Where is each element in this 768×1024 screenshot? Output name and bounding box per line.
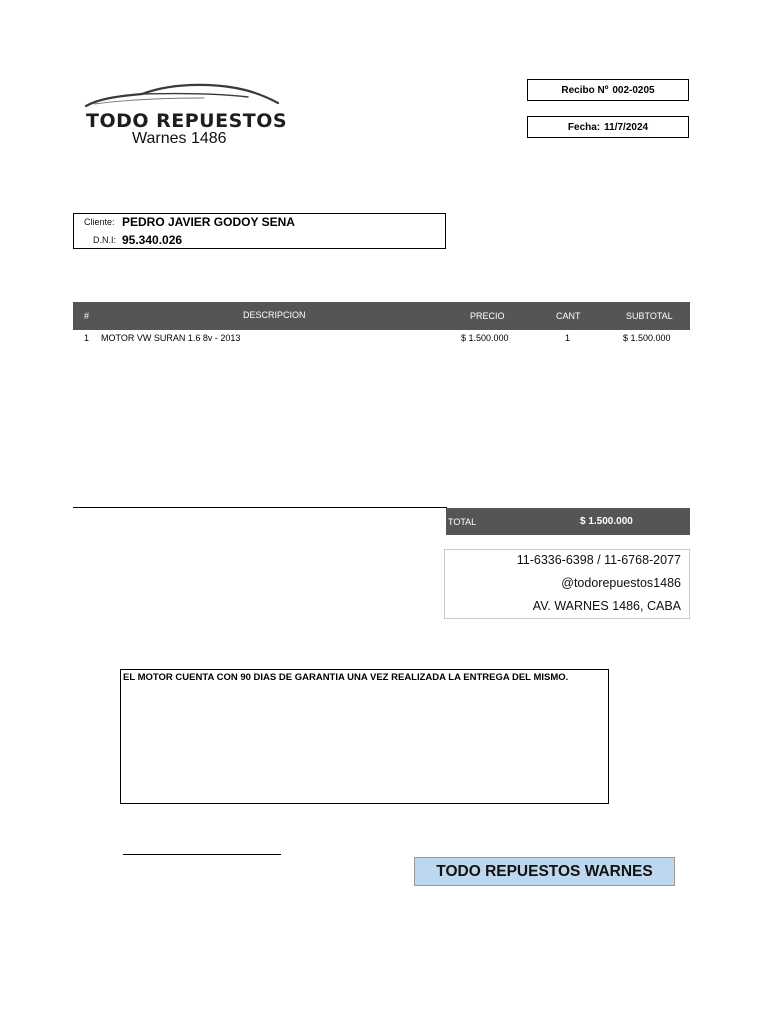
contact-phones: 11-6336-6398 / 11-6768-2077 — [516, 553, 681, 567]
client-dni-value: 95.340.026 — [122, 233, 183, 247]
table-divider — [73, 507, 447, 508]
client-name-label: Cliente: — [84, 217, 115, 227]
row-subtotal: $ 1.500.000 — [623, 333, 671, 343]
footer-brand-box — [414, 857, 675, 886]
row-price: $ 1.500.000 — [461, 333, 509, 343]
client-dni-label: D.N.I: — [93, 235, 117, 245]
total-bar — [446, 508, 690, 535]
company-logo — [84, 80, 288, 150]
table-row — [73, 332, 690, 346]
contact-social: @todorepuestos1486 — [561, 576, 681, 590]
contact-address: AV. WARNES 1486, CABA — [532, 599, 681, 613]
total-value: $ 1.500.000 — [580, 516, 633, 527]
header-description: DESCRIPCION — [243, 310, 306, 320]
warranty-note-text: EL MOTOR CUENTA CON 90 DIAS DE GARANTIA UNA VEZ REALIZADA LA ENTREGA DEL MISMO. — [123, 672, 569, 683]
header-price: PRECIO — [470, 311, 505, 321]
header-subtotal: SUBTOTAL — [626, 311, 673, 321]
client-info-box — [73, 213, 446, 249]
logo-brand-text: TODO REPUESTOS — [86, 110, 288, 132]
row-qty: 1 — [565, 333, 571, 343]
total-label: TOTAL — [448, 517, 477, 527]
receipt-number-box — [527, 79, 689, 101]
receipt-date-value: 11/7/2024 — [604, 121, 649, 133]
receipt-date-label: Fecha: — [567, 121, 601, 133]
header-num: # — [84, 311, 90, 321]
signature-line — [123, 854, 281, 855]
header-qty: CANT — [556, 311, 581, 321]
receipt-number-label: Recibo Nº — [561, 84, 609, 96]
row-num: 1 — [84, 333, 90, 343]
contact-box — [444, 549, 690, 619]
items-table-header — [73, 302, 690, 330]
row-description: MOTOR VW SURAN 1.6 8v - 2013 — [101, 333, 241, 343]
receipt-date-box — [527, 116, 689, 138]
warranty-note — [120, 669, 609, 804]
receipt-number-value: 002-0205 — [612, 84, 655, 96]
logo-subtitle: Warnes 1486 — [132, 130, 227, 147]
car-silhouette-icon — [84, 80, 284, 112]
client-name-value: PEDRO JAVIER GODOY SENA — [122, 215, 295, 229]
footer-brand-name: TODO REPUESTOS WARNES — [436, 862, 653, 880]
